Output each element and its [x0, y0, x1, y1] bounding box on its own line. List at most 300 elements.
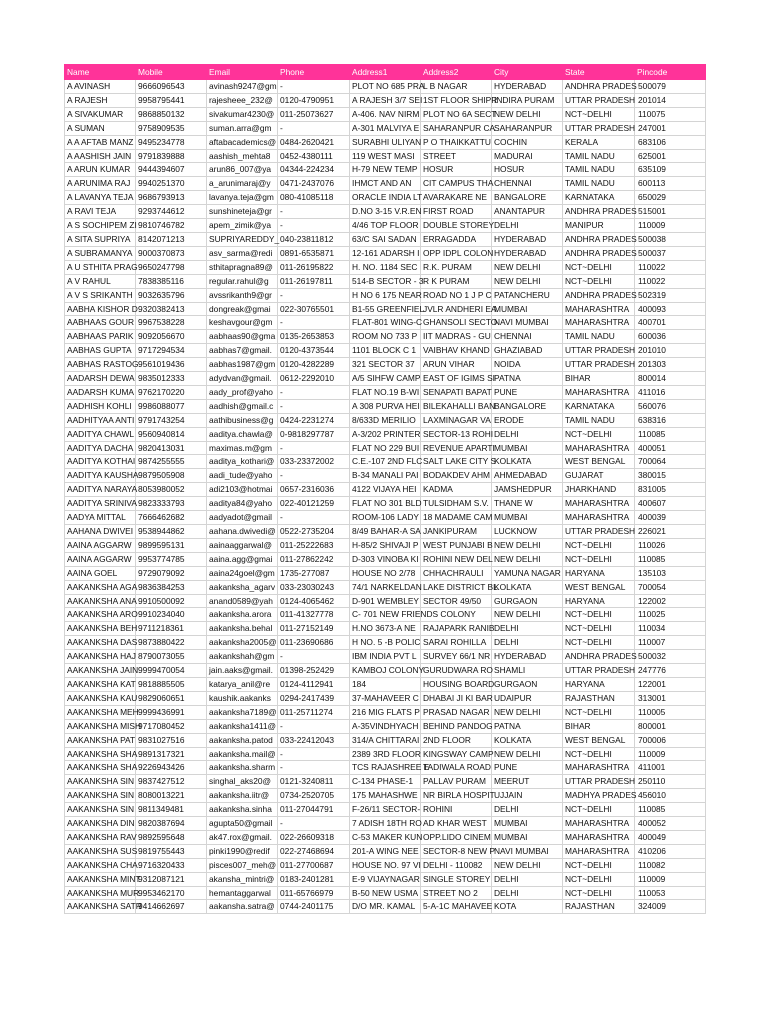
- cell-state: NCT~DELHI: [563, 872, 635, 886]
- cell-city: CHENNAI: [492, 177, 563, 191]
- cell-mobile: 9000370873: [136, 246, 207, 260]
- cell-address1: B-50 NEW USMA: [350, 886, 421, 900]
- cell-phone: 0121-3240811: [278, 775, 350, 789]
- cell-pincode: 831005: [635, 483, 706, 497]
- cell-city: PATANCHERU: [492, 288, 563, 302]
- cell-address1: H NO 6 175 NEAR: [350, 288, 421, 302]
- cell-pincode: 500032: [635, 650, 706, 664]
- cell-email: aakanksha.sharm: [207, 761, 278, 775]
- cell-pincode: 800001: [635, 719, 706, 733]
- cell-mobile: 9711218361: [136, 622, 207, 636]
- cell-email: suman.arra@gm: [207, 121, 278, 135]
- cell-address1: C- 701 NEW FRIENDS COLONY: [350, 608, 421, 622]
- table-row: [65, 302, 706, 316]
- cell-address1: H. NO. 1184 SEC: [350, 260, 421, 274]
- cell-state: KERALA: [563, 135, 635, 149]
- cell-pincode: 400093: [635, 302, 706, 316]
- cell-address1: 7 ADISH 18TH RO: [350, 817, 421, 831]
- cell-mobile: 9561019436: [136, 358, 207, 372]
- cell-phone: 022-27468694: [278, 844, 350, 858]
- cell-city: NEW DELHI: [492, 260, 563, 274]
- cell-name: A ARUN KUMAR: [65, 163, 136, 177]
- cell-address2: L B NAGAR: [421, 80, 492, 94]
- cell-address1: D/O MR. KAMAL: [350, 900, 421, 914]
- cell-pincode: 313001: [635, 691, 706, 705]
- cell-address2: TADIWALA ROAD: [421, 761, 492, 775]
- cell-mobile: 9999470054: [136, 664, 207, 678]
- table-row: [65, 664, 706, 678]
- cell-state: UTTAR PRADESH: [563, 525, 635, 539]
- cell-email: aabhaas90@gma: [207, 330, 278, 344]
- cell-pincode: 411001: [635, 761, 706, 775]
- cell-address1: 8/633D MERILIO: [350, 413, 421, 427]
- cell-pincode: 226021: [635, 525, 706, 539]
- cell-name: A SUMAN: [65, 121, 136, 135]
- cell-name: A ARUNIMA RAJ: [65, 177, 136, 191]
- cell-mobile: 9823333793: [136, 497, 207, 511]
- cell-state: RAJASTHAN: [563, 691, 635, 705]
- cell-state: NCT~DELHI: [563, 858, 635, 872]
- cell-phone: 011-23690686: [278, 636, 350, 650]
- cell-address1: 12-161 ADARSH I: [350, 246, 421, 260]
- cell-address2: BEHIND PANDOG: [421, 719, 492, 733]
- cell-email: avssrikanth9@gr: [207, 288, 278, 302]
- cell-email: asv_sarma@redi: [207, 246, 278, 260]
- cell-state: NCT~DELHI: [563, 538, 635, 552]
- cell-pincode: 650029: [635, 191, 706, 205]
- cell-address1: HOUSE NO 2/78: [350, 566, 421, 580]
- cell-name: AAKANKSHA SHA: [65, 747, 136, 761]
- cell-mobile: 8142071213: [136, 232, 207, 246]
- table-row: [65, 733, 706, 747]
- table-row: [65, 121, 706, 135]
- cell-state: MAHARASHTRA: [563, 844, 635, 858]
- cell-address2: R K PURAM: [421, 274, 492, 288]
- cell-state: ANDHRA PRADES: [563, 80, 635, 94]
- cell-address2: IIT MADRAS - GU: [421, 330, 492, 344]
- table-row: [65, 677, 706, 691]
- cell-phone: -: [278, 121, 350, 135]
- cell-mobile: 9538944862: [136, 525, 207, 539]
- cell-address1: 74/1 NARKELDAN: [350, 580, 421, 594]
- cell-address2: BODAKDEV AHM: [421, 469, 492, 483]
- cell-mobile: 9791743254: [136, 413, 207, 427]
- table-row: [65, 761, 706, 775]
- cell-pincode: 110009: [635, 747, 706, 761]
- cell-mobile: 9820387694: [136, 817, 207, 831]
- cell-phone: -: [278, 441, 350, 455]
- cell-name: A S SOCHIPEM ZI: [65, 219, 136, 233]
- table-row: [65, 872, 706, 886]
- cell-city: HYDERABAD: [492, 80, 563, 94]
- column-header-state: State: [563, 65, 635, 80]
- cell-city: INDIRA PURAM: [492, 93, 563, 107]
- cell-address1: 321 SECTOR 37: [350, 358, 421, 372]
- cell-mobile: 9810746782: [136, 219, 207, 233]
- cell-pincode: 400039: [635, 511, 706, 525]
- cell-mobile: 9879505908: [136, 469, 207, 483]
- cell-address1: 2389 3RD FLOOR: [350, 747, 421, 761]
- cell-city: HYDERABAD: [492, 650, 563, 664]
- cell-city: DELHI: [492, 427, 563, 441]
- cell-email: lavanya.teja@gm: [207, 191, 278, 205]
- cell-pincode: 638316: [635, 413, 706, 427]
- cell-address2: ROHINI NEW DEL: [421, 552, 492, 566]
- cell-city: THANE W: [492, 497, 563, 511]
- cell-phone: 0120-4282289: [278, 358, 350, 372]
- cell-email: aashish_mehta8: [207, 149, 278, 163]
- cell-pincode: 247776: [635, 664, 706, 678]
- cell-city: NAVI MUMBAI: [492, 844, 563, 858]
- cell-address1: FLAT NO 301 BLD: [350, 497, 421, 511]
- cell-address1: TCS RAJASHREE E: [350, 761, 421, 775]
- cell-mobile: 8053980052: [136, 483, 207, 497]
- cell-address2: RAJAPARK RANIB: [421, 622, 492, 636]
- cell-pincode: 635109: [635, 163, 706, 177]
- cell-address1: 37-MAHAVEER C: [350, 691, 421, 705]
- cell-pincode: 201014: [635, 93, 706, 107]
- cell-phone: -: [278, 205, 350, 219]
- cell-address2: SECTOR-8 NEW P: [421, 844, 492, 858]
- cell-mobile: 9874255555: [136, 455, 207, 469]
- cell-name: AAKANKSHA ANA: [65, 594, 136, 608]
- table-row: [65, 511, 706, 525]
- cell-name: AADARSH KUMA: [65, 385, 136, 399]
- cell-address1: 201-A WING NEE: [350, 844, 421, 858]
- cell-city: HOSUR: [492, 163, 563, 177]
- cell-state: JHARKHAND: [563, 483, 635, 497]
- cell-pincode: 411016: [635, 385, 706, 399]
- cell-pincode: 110007: [635, 636, 706, 650]
- cell-email: keshavgour@gm: [207, 316, 278, 330]
- cell-name: AABHAAS GOUR: [65, 316, 136, 330]
- cell-pincode: 456010: [635, 789, 706, 803]
- cell-phone: -: [278, 80, 350, 94]
- cell-phone: -: [278, 747, 350, 761]
- cell-address1: KAMBOJ COLONY: [350, 664, 421, 678]
- cell-address2: SINGLE STOREY: [421, 872, 492, 886]
- cell-city: MEERUT: [492, 775, 563, 789]
- cell-email: sivakumar4230@: [207, 107, 278, 121]
- cell-state: HARYANA: [563, 594, 635, 608]
- cell-name: A A AFTAB MANZ: [65, 135, 136, 149]
- cell-city: MUMBAI: [492, 817, 563, 831]
- cell-email: aakanksha.mail@: [207, 747, 278, 761]
- cell-pincode: 560076: [635, 399, 706, 413]
- cell-pincode: 400049: [635, 830, 706, 844]
- cell-mobile: 9891317321: [136, 747, 207, 761]
- cell-mobile: 9414662697: [136, 900, 207, 914]
- cell-pincode: 110034: [635, 622, 706, 636]
- cell-address2: ARUN VIHAR: [421, 358, 492, 372]
- cell-mobile: 9835012333: [136, 372, 207, 386]
- cell-city: PATNA: [492, 372, 563, 386]
- cell-address1: 119 WEST MASI: [350, 149, 421, 163]
- cell-address1: FLAT-801 WING-C: [350, 316, 421, 330]
- cell-email: aakankshah@gm: [207, 650, 278, 664]
- cell-name: AADHISH KOHLI: [65, 399, 136, 413]
- cell-city: LUCKNOW: [492, 525, 563, 539]
- cell-mobile: 9758909535: [136, 121, 207, 135]
- cell-state: MAHARASHTRA: [563, 761, 635, 775]
- cell-email: aabhas7@gmail.: [207, 344, 278, 358]
- cell-mobile: 9819755443: [136, 844, 207, 858]
- cell-email: pisces007_meh@: [207, 858, 278, 872]
- cell-phone: 0471-2437076: [278, 177, 350, 191]
- cell-name: AAKANKSHA BEH: [65, 622, 136, 636]
- cell-state: UTTAR PRADESH: [563, 93, 635, 107]
- cell-email: pinki1990@redif: [207, 844, 278, 858]
- cell-phone: 033-22412043: [278, 733, 350, 747]
- table-row: [65, 219, 706, 233]
- cell-pincode: 700064: [635, 455, 706, 469]
- cell-city: MUMBAI: [492, 441, 563, 455]
- cell-city: NEW DELHI: [492, 858, 563, 872]
- cell-mobile: 9868850132: [136, 107, 207, 121]
- cell-pincode: 400051: [635, 441, 706, 455]
- cell-pincode: 110022: [635, 260, 706, 274]
- cell-city: SAHARANPUR: [492, 121, 563, 135]
- table-row: [65, 260, 706, 274]
- cell-state: BIHAR: [563, 719, 635, 733]
- cell-city: NEW DELHI: [492, 747, 563, 761]
- cell-city: SHAMLI: [492, 664, 563, 678]
- cell-city: NOIDA: [492, 358, 563, 372]
- cell-address2: PLOT NO 6A SECT: [421, 107, 492, 121]
- cell-mobile: 9831027516: [136, 733, 207, 747]
- cell-email: aaditya_kothari@: [207, 455, 278, 469]
- cell-name: AAINA GOEL: [65, 566, 136, 580]
- table-body: [65, 80, 706, 914]
- cell-name: A SIVAKUMAR: [65, 107, 136, 121]
- cell-state: MAHARASHTRA: [563, 302, 635, 316]
- cell-email: a_arunimaraj@y: [207, 177, 278, 191]
- cell-email: hemantaggarwal: [207, 886, 278, 900]
- cell-city: MADURAI: [492, 149, 563, 163]
- cell-name: AABHAS RASTOG: [65, 358, 136, 372]
- cell-city: MUMBAI: [492, 302, 563, 316]
- cell-phone: 011-26195822: [278, 260, 350, 274]
- cell-city: PUNE: [492, 761, 563, 775]
- cell-city: ERODE: [492, 413, 563, 427]
- cell-name: AABHAAS PARIK: [65, 330, 136, 344]
- cell-phone: -: [278, 288, 350, 302]
- cell-email: aaditya84@yaho: [207, 497, 278, 511]
- cell-name: AAKANKSHA CHA: [65, 858, 136, 872]
- cell-address1: FLAT NO 229 BUI: [350, 441, 421, 455]
- cell-address2: SECTOR 49/50: [421, 594, 492, 608]
- cell-mobile: 9032635796: [136, 288, 207, 302]
- cell-state: NCT~DELHI: [563, 427, 635, 441]
- cell-address1: H NO. 5 -B POLIC: [350, 636, 421, 650]
- table-row: [65, 483, 706, 497]
- cell-address1: 184: [350, 677, 421, 691]
- column-header-address2: Address2: [421, 65, 492, 80]
- cell-phone: 033-23030243: [278, 580, 350, 594]
- cell-state: UTTAR PRADESH: [563, 664, 635, 678]
- column-header-mobile: Mobile: [136, 65, 207, 80]
- cell-state: NCT~DELHI: [563, 886, 635, 900]
- cell-pincode: 502319: [635, 288, 706, 302]
- cell-pincode: 110075: [635, 107, 706, 121]
- cell-phone: 040-23811812: [278, 232, 350, 246]
- table-row: [65, 330, 706, 344]
- cell-address2: SENAPATI BAPAT: [421, 385, 492, 399]
- cell-state: BIHAR: [563, 372, 635, 386]
- table-row: [65, 789, 706, 803]
- cell-pincode: 515001: [635, 205, 706, 219]
- cell-city: DELHI: [492, 622, 563, 636]
- cell-email: ak47.rox@gmail.: [207, 830, 278, 844]
- cell-state: MAHARASHTRA: [563, 441, 635, 455]
- cell-name: AAKANKSHA ARO: [65, 608, 136, 622]
- table-row: [65, 650, 706, 664]
- cell-city: KOLKATA: [492, 455, 563, 469]
- cell-phone: -: [278, 761, 350, 775]
- cell-address1: D.NO 3-15 V.R.EN: [350, 205, 421, 219]
- cell-address2: AD KHAR WEST: [421, 817, 492, 831]
- cell-phone: 0744-2401175: [278, 900, 350, 914]
- cell-state: TAMIL NADU: [563, 163, 635, 177]
- cell-phone: 0135-2653853: [278, 330, 350, 344]
- cell-state: MANIPUR: [563, 219, 635, 233]
- cell-phone: -: [278, 469, 350, 483]
- table-row: [65, 205, 706, 219]
- cell-name: AAKANKSHA SIN: [65, 789, 136, 803]
- cell-city: UDAIPUR: [492, 691, 563, 705]
- cell-city: KOLKATA: [492, 733, 563, 747]
- cell-name: AADITYA KAUSHA: [65, 469, 136, 483]
- table-row: [65, 288, 706, 302]
- cell-address1: IHMCT AND AN: [350, 177, 421, 191]
- cell-email: aakansha.satra@: [207, 900, 278, 914]
- cell-mobile: 9495234778: [136, 135, 207, 149]
- cell-name: A RAJESH: [65, 93, 136, 107]
- cell-phone: 0452-4380111: [278, 149, 350, 163]
- column-header-name: Name: [65, 65, 136, 80]
- cell-email: maximas.m@gm: [207, 441, 278, 455]
- cell-phone: 011-25073627: [278, 107, 350, 121]
- cell-email: rajesheee_232@: [207, 93, 278, 107]
- cell-phone: 0734-2520705: [278, 789, 350, 803]
- cell-email: dongreak@gmai: [207, 302, 278, 316]
- table-row: [65, 830, 706, 844]
- cell-name: AAKANKSHA DAS: [65, 636, 136, 650]
- cell-email: adydvan@gmail.: [207, 372, 278, 386]
- table-row: [65, 413, 706, 427]
- cell-pincode: 324009: [635, 900, 706, 914]
- cell-state: RAJASTHAN: [563, 900, 635, 914]
- cell-phone: 0612-2292010: [278, 372, 350, 386]
- cell-address2: SALT LAKE CITY S: [421, 455, 492, 469]
- cell-name: A SITA SUPRIYA: [65, 232, 136, 246]
- cell-state: NCT~DELHI: [563, 107, 635, 121]
- table-row: [65, 316, 706, 330]
- table-row: [65, 107, 706, 121]
- column-header-city: City: [492, 65, 563, 80]
- cell-state: MAHARASHTRA: [563, 316, 635, 330]
- cell-email: avinash9247@gm: [207, 80, 278, 94]
- cell-address2: ROHINI: [421, 803, 492, 817]
- table-row: [65, 177, 706, 191]
- cell-name: AAKANKSHA KAU: [65, 691, 136, 705]
- cell-email: aahana.dwivedi@: [207, 525, 278, 539]
- cell-name: AAKANKSHA AGA: [65, 580, 136, 594]
- cell-email: SUPRIYAREDDY_: [207, 232, 278, 246]
- cell-city: HYDERABAD: [492, 232, 563, 246]
- cell-pincode: 201303: [635, 358, 706, 372]
- cell-email: aakanksha7189@: [207, 705, 278, 719]
- cell-mobile: 9958795441: [136, 93, 207, 107]
- cell-address2: HOUSING BOARD: [421, 677, 492, 691]
- cell-name: A RAVI TEJA: [65, 205, 136, 219]
- cell-phone: 0891-6535871: [278, 246, 350, 260]
- cell-pincode: 122001: [635, 677, 706, 691]
- cell-mobile: 9910500092: [136, 594, 207, 608]
- cell-pincode: 110085: [635, 803, 706, 817]
- table-row: [65, 636, 706, 650]
- cell-city: PUNE: [492, 385, 563, 399]
- cell-state: MAHARASHTRA: [563, 830, 635, 844]
- cell-city: AHMEDABAD: [492, 469, 563, 483]
- cell-phone: -: [278, 399, 350, 413]
- cell-address2: TULSIDHAM S.V.: [421, 497, 492, 511]
- table-row: [65, 552, 706, 566]
- cell-state: UTTAR PRADESH: [563, 121, 635, 135]
- cell-address1: 63/C SAI SADAN: [350, 232, 421, 246]
- cell-city: GHAZIABAD: [492, 344, 563, 358]
- cell-mobile: 9717294534: [136, 344, 207, 358]
- table-row: [65, 385, 706, 399]
- cell-city: UJJAIN: [492, 789, 563, 803]
- cell-pincode: 400701: [635, 316, 706, 330]
- cell-pincode: 122002: [635, 594, 706, 608]
- cell-mobile: 9953774785: [136, 552, 207, 566]
- cell-mobile: 9899595131: [136, 538, 207, 552]
- cell-city: NEW DELHI: [492, 107, 563, 121]
- cell-address1: 8/49 BAHAR-A SA: [350, 525, 421, 539]
- cell-name: AAKANKSHA SIN: [65, 775, 136, 789]
- cell-name: AAKANKSHA PAT: [65, 733, 136, 747]
- cell-phone: -: [278, 817, 350, 831]
- cell-name: AAKANKSHA MUR: [65, 886, 136, 900]
- cell-city: DELHI: [492, 872, 563, 886]
- cell-state: MAHARASHTRA: [563, 497, 635, 511]
- cell-name: AAKANKSHA SHA: [65, 761, 136, 775]
- cell-phone: 0-9818297787: [278, 427, 350, 441]
- table-row: [65, 135, 706, 149]
- cell-state: NCT~DELHI: [563, 274, 635, 288]
- cell-pincode: 400052: [635, 817, 706, 831]
- table-row: [65, 232, 706, 246]
- table-row: [65, 525, 706, 539]
- cell-mobile: 9716320433: [136, 858, 207, 872]
- cell-address1: E-9 VIJAYNAGAR: [350, 872, 421, 886]
- cell-address1: A-3/202 PRINTER: [350, 427, 421, 441]
- cell-address2: OPP IDPL COLON: [421, 246, 492, 260]
- cell-address2: GURUDWARA RO: [421, 664, 492, 678]
- cell-address2: ROAD NO 1 J P C: [421, 288, 492, 302]
- cell-phone: 0120-4790951: [278, 93, 350, 107]
- cell-name: AAKANKSHA JAIN: [65, 664, 136, 678]
- table-row: [65, 858, 706, 872]
- cell-city: NEW DELHI: [492, 705, 563, 719]
- spreadsheet-table: [64, 64, 706, 914]
- cell-name: AAKANKSHA KAT: [65, 677, 136, 691]
- cell-city: DELHI: [492, 803, 563, 817]
- cell-phone: 0294-2417439: [278, 691, 350, 705]
- cell-state: HARYANA: [563, 566, 635, 580]
